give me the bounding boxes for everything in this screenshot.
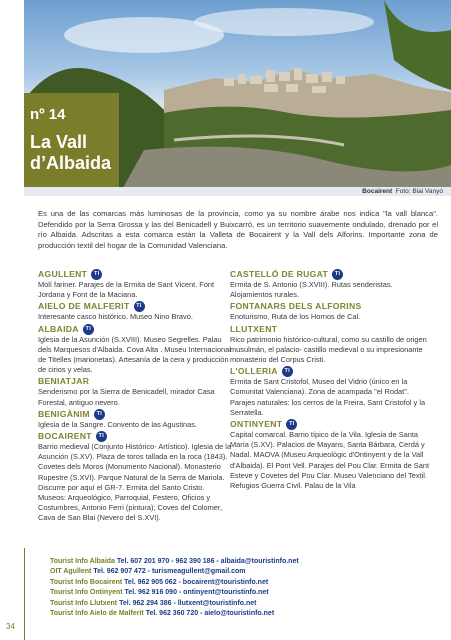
office-contact: Tel. 962 360 720 - aielo@touristinfo.net: [145, 610, 275, 618]
contact-row: [50, 609, 299, 619]
tourist-info-icon: TI: [134, 301, 145, 312]
entry-aielo: [38, 301, 232, 322]
entry-heading: L'OLLERIA: [230, 366, 278, 377]
contact-row: [50, 557, 299, 567]
entry-text: Rico patrimonio histórico-cultural, como su castillo de origen musulmán, el palacio- castillo medieval o su impresionante monasterio del Corpus Cristi.: [230, 334, 427, 365]
tourist-info-contacts: [50, 557, 299, 619]
entry-olleria: [230, 366, 430, 418]
entry-heading: BOCAIRENT: [38, 431, 92, 442]
entry-text: Barrio medieval (Conjunto Histórico- Artístico). Iglesia de la Asunción (S.XV). Plaza de toros tallada en la roca (1843). Covetes dels Moros (Monumento Nacional). Monasterio Rupestre (S.XVI). Parque Natural de la Serra de Mariola. Discurre por aquí el GR-7. Ermita del Santo Cristo. Museos: Arqueológico, Parroquial, Festero, Oficios y Costumbres, Antonio Ferri (pintura); Coves del Colomer, Cava de San Blai (Nevero del S.XVI).: [38, 442, 232, 523]
entry-agullent: [38, 269, 232, 300]
office-contact: Tel. 962 907 472 - turismeagullent@gmail.com: [93, 568, 246, 576]
title-line-2: d’Albaida: [30, 153, 112, 173]
title-line-1: La Vall: [30, 132, 88, 152]
contact-row: [50, 567, 299, 577]
office-name: Tourist Info Ontinyent: [50, 589, 123, 597]
entry-heading: BENIGÀNIM: [38, 408, 90, 419]
entry-bocairent: [38, 431, 232, 524]
entry-text: Capital comarcal. Barrio típico de la Vila. Iglesia de Santa María (S.XV). Palacios de Mayans, Santa Bárbara, Cerdá y Nadal. MAOVA (Museu Arqueològic d'Ontinyent y de la Vall d'Albaida). El Pont Vell. Parajes del Pou Clar. Ermita de Sant Esteve y Covetes del Pou Clar. Museu Valenciano del Textil. Refugios Guerra Civil. Palau de la Vila: [230, 430, 430, 491]
caption-place: Bocairent: [362, 188, 393, 195]
office-contact: Tel. 962 916 090 - ontinyent@touristinfo.net: [124, 589, 269, 597]
office-contact: Tel. 962 905 062 - bocairent@touristinfo.net: [124, 578, 269, 586]
tourist-info-icon: TI: [282, 366, 293, 377]
entry-text: Interesante casco histórico. Museo Nino Bravo.: [38, 312, 193, 322]
entry-heading: AIELO DE MALFERIT: [38, 301, 130, 312]
page-number: 34: [6, 622, 15, 631]
tourist-info-icon: TI: [91, 269, 102, 280]
entry-llutxent: [230, 324, 430, 366]
entry-beniganim: [38, 409, 232, 430]
entry-text: Enoturismo, Ruta de los Hornos de Cal.: [230, 312, 361, 322]
entry-ontinyent: [230, 419, 430, 491]
tourist-info-icon: TI: [83, 324, 94, 335]
office-name: OIT Agullent: [50, 568, 92, 576]
entry-heading: BENIATJAR: [38, 376, 90, 387]
tourist-info-icon: TI: [332, 269, 343, 280]
entry-castello-de-rugat: [230, 269, 430, 300]
entry-text: Ermita de Sant Cristofol, Museo del Vidrio (único en la Comunitat Valenciana). Zona de acampada "el Rodat". Parajes naturales: los cerros de la Freira, Sant Cristofol y la Serratella.: [230, 377, 426, 417]
entry-fontanars: [230, 301, 430, 322]
entry-heading: AGULLENT: [38, 269, 88, 279]
entry-heading: CASTELLÓ DE RUGAT: [230, 269, 329, 279]
office-name: Tourist Info Albaida: [50, 558, 115, 565]
entry-heading: LLUTXENT: [230, 323, 278, 334]
entry-text: Ermita de S. Antonio (S.XVIII). Rutas senderistas. Alojamientos rurales.: [230, 280, 393, 300]
entry-text: Iglesia de la Sangre. Convento de las Agustinas.: [38, 419, 198, 429]
entry-text: Iglesia de la Asunción (S.XVIII). Museo Segrelles. Palau dels Marquesos d'Albaida. Cova Alta . Museu Internacional de Titelles (marionetas). Artesanía de la cera y producción de cirios y velas.: [38, 334, 231, 375]
right-column: [230, 268, 430, 492]
route-number: nº 14: [30, 106, 66, 123]
office-contact: Tel. 607 201 970 - 962 390 186 - albaida@touristinfo.net: [116, 558, 299, 565]
tourist-info-icon: TI: [96, 431, 107, 442]
entry-beniatjar: [38, 376, 232, 407]
photo-caption: [362, 188, 443, 195]
tourist-info-icon: TI: [286, 419, 297, 430]
contact-row: [50, 578, 299, 588]
contact-row: [50, 588, 299, 598]
entry-text: Senderismo por la Sierra de Benicadell, mirador Casa Forestal, antiguo nevero.: [38, 387, 215, 407]
margin-rule: [24, 548, 25, 640]
entry-albaida: [38, 324, 232, 376]
tourist-info-icon: TI: [94, 409, 105, 420]
office-contact: Tel. 962 294 386 - llutxent@touristinfo.net: [119, 599, 257, 607]
contact-row: [50, 599, 299, 609]
left-column: [38, 268, 232, 525]
entry-heading: ONTINYENT: [230, 419, 283, 430]
page-title: [30, 132, 120, 174]
office-name: Tourist Info Llutxent: [50, 599, 118, 607]
office-name: Tourist Info Bocairent: [50, 578, 123, 586]
caption-credit: Foto: Blai Vanyó: [395, 188, 443, 195]
intro-paragraph: Es una de las comarcas más luminosas de la provincia, como ya su nombre árabe nos indica "la vall blanca". Defendido por la Serra Grossa y las del Benicadell y Buixcarró, es un territorio suavemente ondulado, drenado por el río Albaida. Adscritas a esta comarca están la Valleta de Bocairent y la Vall dels Alforins. Importante zona de producción textil del hogar de la Comunidad Valenciana.: [38, 209, 438, 250]
office-name: Tourist Info Aielo de Malferit: [50, 610, 144, 618]
entry-heading: ALBAIDA: [38, 323, 79, 334]
entry-text: Molí fariner. Parajes de la Ermita de Sant Vicent. Font Jordana y Font de la Maciana.: [38, 280, 215, 300]
entry-heading: FONTANARS DELS ALFORINS: [230, 301, 362, 312]
